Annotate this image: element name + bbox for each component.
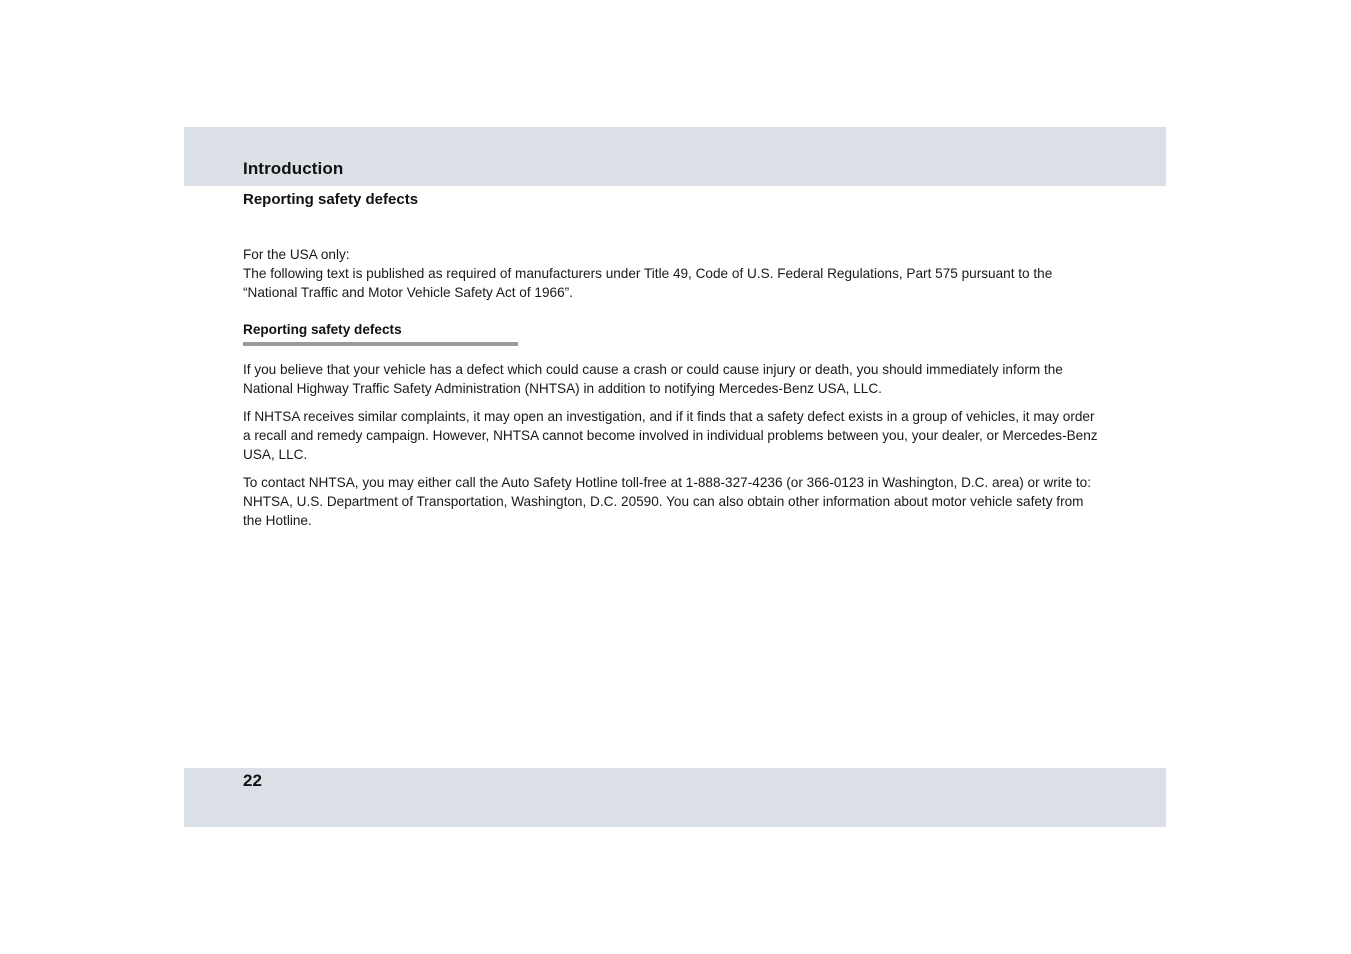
intro-line-regulation: The following text is published as required of manufacturers under Title 49, Code of U.S. Federal Regulations, Part 575 pursuant to the “National Traffic and Motor Vehicle Safety Act of 1966”. xyxy=(243,266,1053,300)
intro-block xyxy=(243,245,1103,302)
heading-underline-rule xyxy=(243,342,518,346)
intro-line-usa-only: For the USA only: xyxy=(243,247,350,262)
section-heading: Reporting safety defects xyxy=(243,322,402,337)
page-subtitle: Reporting safety defects xyxy=(243,191,419,208)
paragraph-contact-nhtsa: To contact NHTSA, you may either call the Auto Safety Hotline toll-free at 1-888-327-4236 (or 366-0123 in Washington, D.C. area) or write to: NHTSA, U.S. Department of Transportation, Washington, D.C. 20590. You can also obtain other information about motor vehicle safety from the Hotline. xyxy=(243,475,1092,528)
paragraph-investigation: If NHTSA receives similar complaints, it may open an investigation, and if it finds that a safety defect exists in a group of vehicles, it may order a recall and remedy campaign. However, NHTSA cannot become involved in individual problems between you, your dealer, or Mercedes-Benz USA, LLC. xyxy=(243,409,1098,462)
footer-band xyxy=(184,768,1166,827)
main-content xyxy=(243,245,1103,539)
page-number: 22 xyxy=(243,771,262,790)
paragraph-report-defect: If you believe that your vehicle has a defect which could cause a crash or could cause injury or death, you should immediately inform the National Highway Traffic Safety Administration (NHTSA) in addition to notifying Mercedes-Benz USA, LLC. xyxy=(243,362,1063,396)
section-title: Introduction xyxy=(243,159,344,178)
